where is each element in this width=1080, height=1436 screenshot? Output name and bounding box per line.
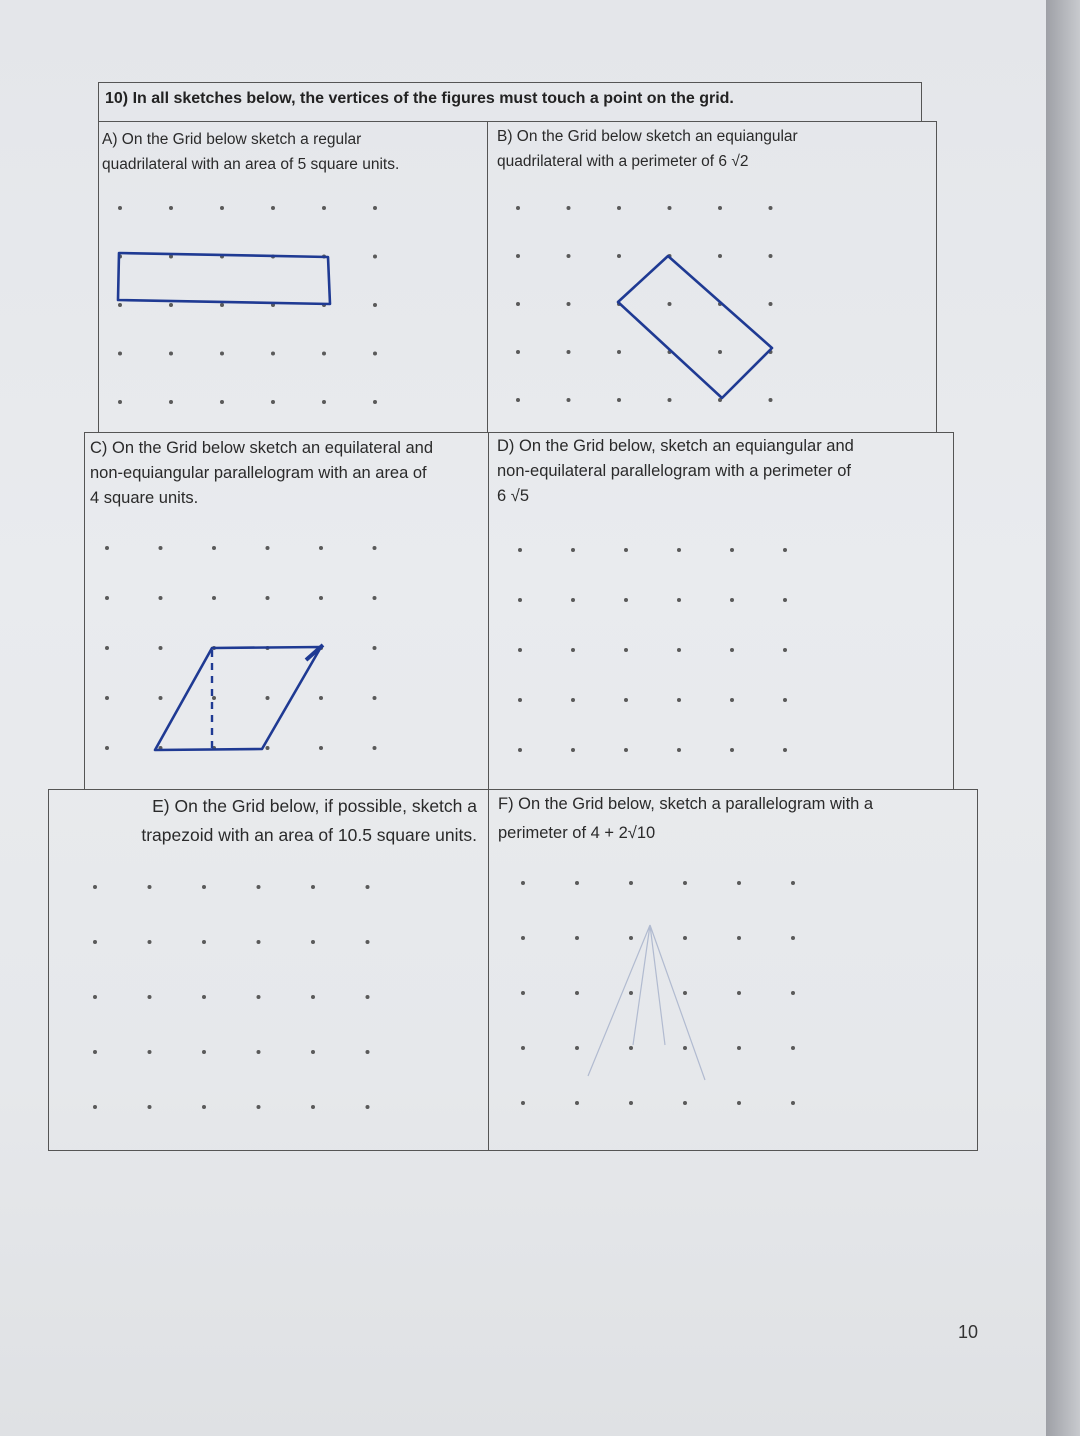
grid-c-dot [266, 696, 270, 700]
grid-e-dot [93, 995, 97, 999]
grid-c-dot [373, 696, 377, 700]
grid-e-dot [257, 1105, 261, 1109]
grid-c-dot [159, 596, 163, 600]
grid-c-dot [373, 546, 377, 550]
grid-f-dot [521, 991, 525, 995]
grid-e-dot [366, 1105, 370, 1109]
grid-b-dot [567, 398, 571, 402]
grid-a-dot [169, 206, 173, 210]
grid-b-dot [617, 398, 621, 402]
grid-d-dot [730, 548, 734, 552]
grid-dots [93, 206, 795, 1109]
grid-b-dot [567, 254, 571, 258]
grid-c-dot [105, 546, 109, 550]
grid-e-dot [311, 940, 315, 944]
grid-f-dot [629, 881, 633, 885]
problem-d-line3: 6 √5 [497, 487, 529, 505]
grid-b-dot [567, 302, 571, 306]
grid-d-dot [624, 648, 628, 652]
grid-e-dot [202, 940, 206, 944]
grid-f-dot [629, 936, 633, 940]
grid-f-dot [575, 1046, 579, 1050]
grid-d-dot [677, 698, 681, 702]
grid-b-dot [516, 206, 520, 210]
grid-c-dot [212, 696, 216, 700]
grid-d-dot [571, 598, 575, 602]
grid-d-dot [730, 698, 734, 702]
grid-e-dot [93, 1050, 97, 1054]
problem-c-line3: 4 square units. [90, 489, 199, 507]
grid-b-dot [567, 206, 571, 210]
grid-a-dot [118, 352, 122, 356]
grid-f-dot [737, 1046, 741, 1050]
grid-c-dot [159, 546, 163, 550]
grid-a-dot [373, 352, 377, 356]
grid-f-dot [521, 1101, 525, 1105]
question-header-text: 10) In all sketches below, the vertices of the figures must touch a point on the grid. [105, 90, 734, 107]
grid-d-dot [677, 748, 681, 752]
grid-a-dot [373, 303, 377, 307]
problem-c-line2: non-equiangular parallelogram with an area of [90, 464, 427, 482]
grid-c-dot [373, 596, 377, 600]
grid-f-dot [791, 991, 795, 995]
grid-c-dot [159, 646, 163, 650]
grid-e-dot [93, 1105, 97, 1109]
grid-f-dot [575, 936, 579, 940]
grid-e-dot [366, 885, 370, 889]
grid-b-dot [567, 350, 571, 354]
grid-b-dot [668, 398, 672, 402]
grid-e-dot [257, 1050, 261, 1054]
grid-c-dot [373, 746, 377, 750]
grid-a-dot [271, 352, 275, 356]
grid-e-dot [93, 885, 97, 889]
grid-f-dot [683, 991, 687, 995]
problem-c-line1: C) On the Grid below sketch an equilateral and [90, 439, 434, 457]
grid-f-dot [791, 1101, 795, 1105]
grid-f-dot [791, 1046, 795, 1050]
grid-b-dot [769, 206, 773, 210]
grid-f-dot [683, 1101, 687, 1105]
grid-d-dot [677, 548, 681, 552]
grid-d-dot [518, 698, 522, 702]
grid-a-dot [118, 206, 122, 210]
grid-e-dot [311, 885, 315, 889]
grid-e-dot [148, 1105, 152, 1109]
grid-c-dot [319, 546, 323, 550]
grid-d-dot [518, 648, 522, 652]
grid-d-dot [571, 648, 575, 652]
grid-a-dot [322, 352, 326, 356]
problem-a-line1: A) On the Grid below sketch a regular [102, 131, 362, 148]
grid-b-dot [617, 206, 621, 210]
grid-f-dot [575, 1101, 579, 1105]
grid-b-dot [718, 350, 722, 354]
grid-f-dot [737, 1101, 741, 1105]
grid-a-dot [169, 352, 173, 356]
grid-e-dot [311, 1105, 315, 1109]
grid-b-dot [769, 302, 773, 306]
grid-d-dot [783, 698, 787, 702]
grid-d-dot [571, 698, 575, 702]
problem-e-line1: E) On the Grid below, if possible, sketch a [152, 796, 477, 816]
grid-f-dot [791, 936, 795, 940]
grid-f-dot [575, 991, 579, 995]
grid-a-dot [322, 206, 326, 210]
grid-f-dot [791, 881, 795, 885]
grid-b-dot [516, 302, 520, 306]
grid-b-dot [516, 254, 520, 258]
grid-e-dot [202, 995, 206, 999]
grid-e-dot [366, 1050, 370, 1054]
grid-d-dot [783, 598, 787, 602]
grid-d-dot [677, 598, 681, 602]
grid-d-dot [783, 648, 787, 652]
sketch-b-rectangle [618, 256, 772, 398]
grid-a-dot [220, 206, 224, 210]
grid-f-dot [521, 881, 525, 885]
grid-c-dot [212, 596, 216, 600]
grid-a-dot [220, 352, 224, 356]
grid-c-dot [266, 546, 270, 550]
problem-d-line1: D) On the Grid below, sketch an equiangular and [497, 437, 854, 455]
grid-e-dot [366, 940, 370, 944]
grid-e-dot [148, 1050, 152, 1054]
problem-b-line1: B) On the Grid below sketch an equiangular [497, 128, 798, 145]
problem-a-line2: quadrilateral with an area of 5 square units. [102, 156, 400, 173]
grid-b-dot [718, 206, 722, 210]
grid-f-dot [737, 991, 741, 995]
grid-d-dot [571, 548, 575, 552]
grid-c-dot [212, 546, 216, 550]
grid-b-dot [668, 206, 672, 210]
grid-e-dot [366, 995, 370, 999]
grid-f-dot [737, 936, 741, 940]
grid-c-dot [105, 596, 109, 600]
problem-e-line2: trapezoid with an area of 10.5 square units. [141, 825, 477, 845]
grid-a-dot [118, 303, 122, 307]
grid-a-dot [220, 303, 224, 307]
grid-c-dot [105, 696, 109, 700]
grid-a-dot [271, 400, 275, 404]
grid-d-dot [783, 548, 787, 552]
grid-d-dot [730, 598, 734, 602]
problem-b-line2: quadrilateral with a perimeter of 6 √2 [497, 153, 749, 170]
grid-f-dot [629, 991, 633, 995]
grid-a-dot [373, 255, 377, 259]
grid-c-dot [373, 646, 377, 650]
grid-a-dot [169, 303, 173, 307]
page-number: 10 [958, 1322, 979, 1342]
sketch-c-parallelogram [155, 647, 321, 750]
grid-a-dot [271, 206, 275, 210]
grid-f-dot [521, 1046, 525, 1050]
grid-f-dot [521, 936, 525, 940]
grid-e-dot [202, 1050, 206, 1054]
grid-c-dot [105, 746, 109, 750]
grid-f-dot [683, 1046, 687, 1050]
grid-f-dot [737, 881, 741, 885]
grid-d-dot [624, 698, 628, 702]
grid-c-dot [319, 696, 323, 700]
grid-d-dot [624, 548, 628, 552]
grid-e-dot [93, 940, 97, 944]
grid-e-dot [257, 940, 261, 944]
problem-d-line2: non-equilateral parallelogram with a perimeter of [497, 462, 852, 480]
grid-e-dot [257, 885, 261, 889]
grid-a-dot [118, 400, 122, 404]
grid-b-dot [617, 350, 621, 354]
grid-b-dot [516, 398, 520, 402]
grid-d-dot [783, 748, 787, 752]
grid-d-dot [677, 648, 681, 652]
sketch-a-rectangle [118, 253, 330, 304]
grid-c-dot [105, 646, 109, 650]
grid-d-dot [518, 598, 522, 602]
grid-f-dot [683, 936, 687, 940]
grid-c-dot [266, 596, 270, 600]
grid-f-dot [683, 881, 687, 885]
grid-e-dot [202, 885, 206, 889]
grid-a-dot [220, 400, 224, 404]
grid-c-dot [266, 746, 270, 750]
faint-pencil-marks [588, 925, 705, 1080]
grid-e-dot [257, 995, 261, 999]
grid-d-dot [730, 648, 734, 652]
grid-a-dot [373, 400, 377, 404]
grid-a-dot [322, 400, 326, 404]
grid-f-dot [629, 1101, 633, 1105]
grid-e-dot [148, 940, 152, 944]
grid-b-dot [668, 302, 672, 306]
grid-d-dot [730, 748, 734, 752]
grid-e-dot [311, 1050, 315, 1054]
grid-b-dot [516, 350, 520, 354]
grid-e-dot [148, 995, 152, 999]
problem-f-line2: perimeter of 4 + 2√10 [498, 824, 656, 842]
grid-d-dot [518, 748, 522, 752]
grid-e-dot [202, 1105, 206, 1109]
grid-f-dot [575, 881, 579, 885]
grid-e-dot [311, 995, 315, 999]
grid-d-dot [518, 548, 522, 552]
grid-b-dot [769, 398, 773, 402]
grid-c-dot [159, 696, 163, 700]
grid-b-dot [718, 254, 722, 258]
grid-d-dot [624, 748, 628, 752]
grid-c-dot [319, 746, 323, 750]
grid-c-dot [319, 596, 323, 600]
grid-d-dot [624, 598, 628, 602]
grid-d-dot [571, 748, 575, 752]
problem-f-line1: F) On the Grid below, sketch a parallelogram with a [498, 795, 874, 813]
grid-b-dot [617, 254, 621, 258]
grid-e-dot [148, 885, 152, 889]
grid-a-dot [169, 400, 173, 404]
grid-b-dot [769, 254, 773, 258]
grid-f-dot [629, 1046, 633, 1050]
grid-a-dot [373, 206, 377, 210]
